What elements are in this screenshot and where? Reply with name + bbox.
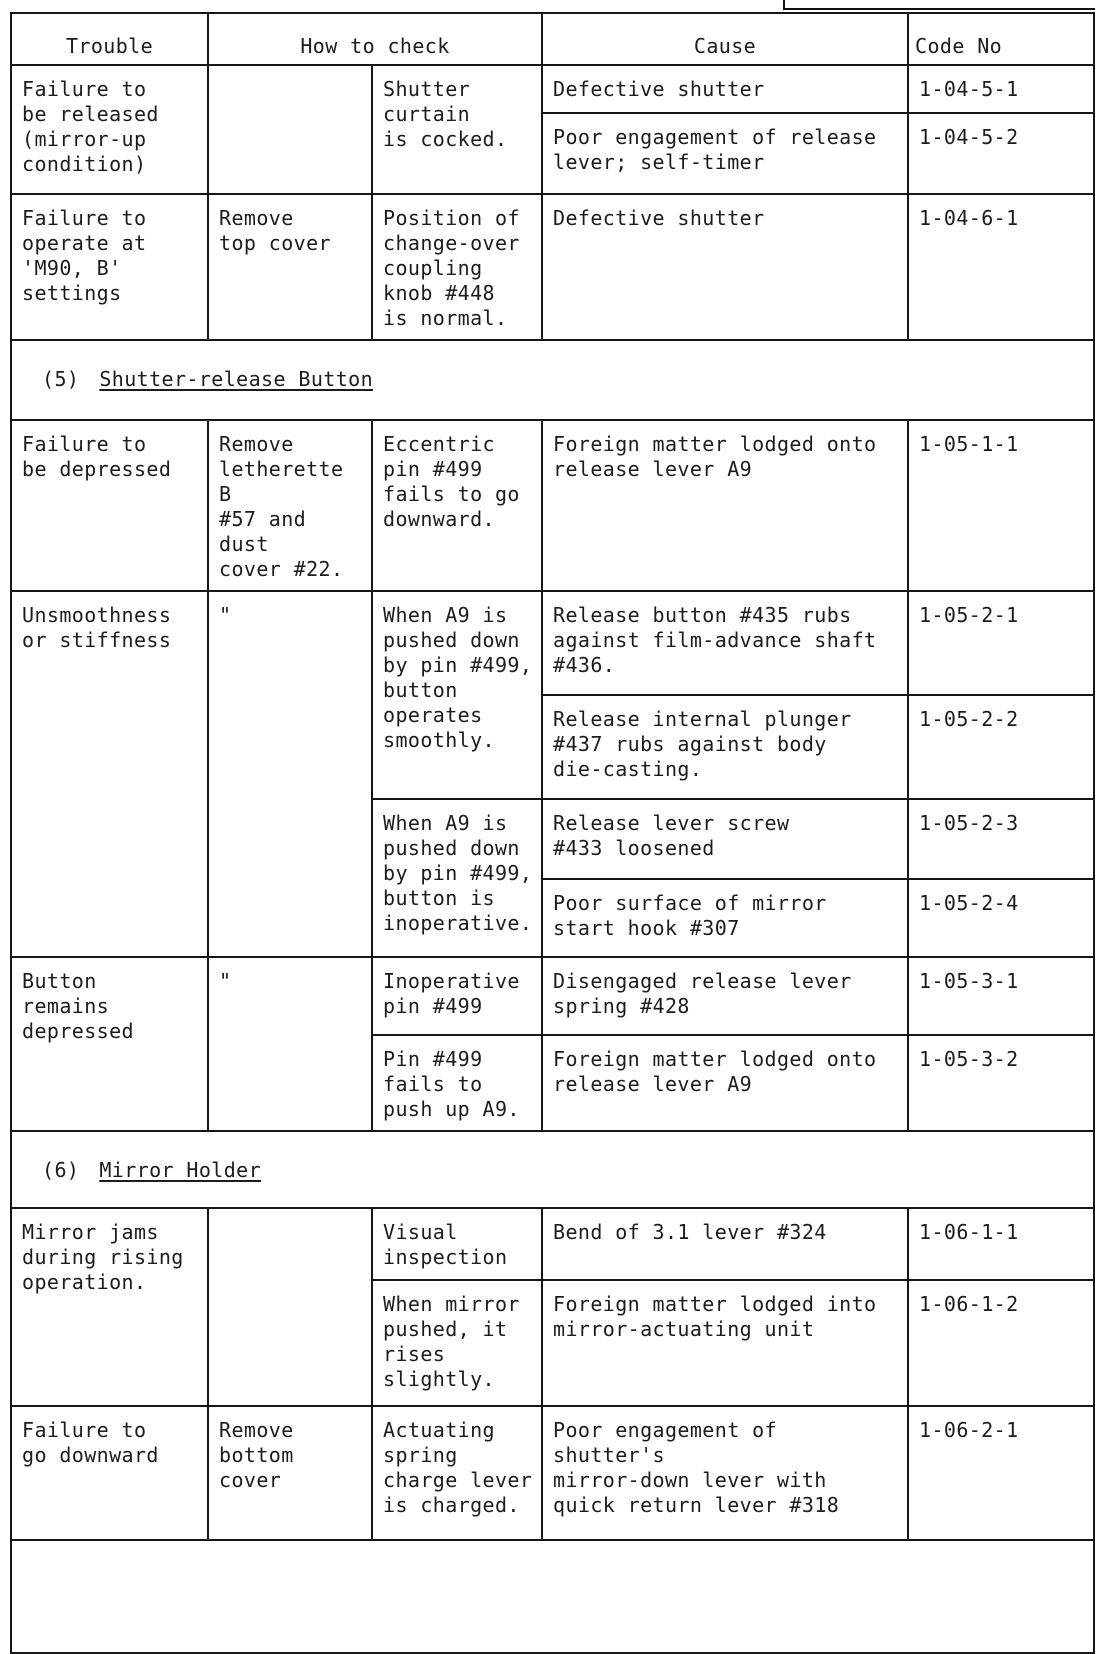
access-cell: Remove letherette B #57 and dust cover #22. bbox=[208, 420, 372, 591]
check-cell: Visual inspection bbox=[372, 1208, 542, 1280]
header-how-to-check: How to check bbox=[208, 13, 542, 65]
header-code: Code No bbox=[908, 13, 1094, 65]
check-cell: When mirror pushed, it rises slightly. bbox=[372, 1280, 542, 1406]
section-heading bbox=[11, 1131, 1094, 1208]
code-cell: 1-04-5-2 bbox=[908, 113, 1094, 194]
section-title: Shutter-release Button bbox=[99, 367, 374, 391]
access-cell: " bbox=[208, 591, 372, 957]
code-cell: 1-05-2-1 bbox=[908, 591, 1094, 695]
code-cell: 1-05-3-1 bbox=[908, 957, 1094, 1035]
access-cell bbox=[208, 65, 372, 194]
table-header-row bbox=[11, 13, 1094, 65]
section-number: (6) bbox=[42, 1158, 80, 1182]
trouble-cell: Failure to be released (mirror-up condition) bbox=[11, 65, 208, 194]
check-cell: Shutter curtain is cocked. bbox=[372, 65, 542, 194]
check-cell: Actuating spring charge lever is charged. bbox=[372, 1406, 542, 1540]
code-cell: 1-06-1-2 bbox=[908, 1280, 1094, 1406]
code-cell: 1-05-2-3 bbox=[908, 799, 1094, 879]
table-row bbox=[11, 591, 1094, 695]
table-row bbox=[11, 194, 1094, 340]
trouble-cell: Failure to go downward bbox=[11, 1406, 208, 1540]
code-cell: 1-05-1-1 bbox=[908, 420, 1094, 591]
code-cell: 1-06-1-1 bbox=[908, 1208, 1094, 1280]
code-cell: 1-05-3-2 bbox=[908, 1035, 1094, 1131]
table-row bbox=[11, 420, 1094, 591]
table-row bbox=[11, 1208, 1094, 1280]
table-row bbox=[11, 957, 1094, 1035]
access-cell bbox=[208, 1208, 372, 1406]
section-number: (5) bbox=[42, 367, 80, 391]
trouble-cell: Mirror jams during rising operation. bbox=[11, 1208, 208, 1406]
blank-cell bbox=[11, 1540, 1094, 1653]
access-cell: " bbox=[208, 957, 372, 1131]
access-cell: Remove bottom cover bbox=[208, 1406, 372, 1540]
trouble-cell: Unsmoothness or stiffness bbox=[11, 591, 208, 957]
cause-cell: Poor engagement of shutter's mirror-down lever with quick return lever #318 bbox=[542, 1406, 908, 1540]
check-cell: Inoperative pin #499 bbox=[372, 957, 542, 1035]
cause-cell: Bend of 3.1 lever #324 bbox=[542, 1208, 908, 1280]
cause-cell: Foreign matter lodged onto release lever A9 bbox=[542, 420, 908, 591]
section-row bbox=[11, 1131, 1094, 1208]
cause-cell: Release lever screw #433 loosened bbox=[542, 799, 908, 879]
code-cell: 1-04-5-1 bbox=[908, 65, 1094, 113]
troubleshooting-table bbox=[10, 12, 1095, 1654]
cause-cell: Foreign matter lodged onto release lever A9 bbox=[542, 1035, 908, 1131]
section-heading bbox=[11, 340, 1094, 420]
page-corner-box bbox=[783, 0, 1095, 10]
header-cause: Cause bbox=[542, 13, 908, 65]
access-cell: Remove top cover bbox=[208, 194, 372, 340]
table-row bbox=[11, 1406, 1094, 1540]
cause-cell: Release internal plunger #437 rubs against body die-casting. bbox=[542, 695, 908, 799]
cause-cell: Defective shutter bbox=[542, 194, 908, 340]
cause-cell: Poor engagement of release lever; self-timer bbox=[542, 113, 908, 194]
cause-cell: Disengaged release lever spring #428 bbox=[542, 957, 908, 1035]
check-cell: Pin #499 fails to push up A9. bbox=[372, 1035, 542, 1131]
code-cell: 1-04-6-1 bbox=[908, 194, 1094, 340]
cause-cell: Poor surface of mirror start hook #307 bbox=[542, 879, 908, 957]
check-cell: When A9 is pushed down by pin #499, button operates smoothly. bbox=[372, 591, 542, 799]
check-cell: Position of change-over coupling knob #448 is normal. bbox=[372, 194, 542, 340]
code-cell: 1-06-2-1 bbox=[908, 1406, 1094, 1540]
check-cell: When A9 is pushed down by pin #499, button is inoperative. bbox=[372, 799, 542, 957]
cause-cell: Foreign matter lodged into mirror-actuating unit bbox=[542, 1280, 908, 1406]
section-row bbox=[11, 340, 1094, 420]
section-title: Mirror Holder bbox=[99, 1158, 262, 1182]
cause-cell: Release button #435 rubs against film-advance shaft #436. bbox=[542, 591, 908, 695]
trouble-cell: Failure to operate at 'M90, B' settings bbox=[11, 194, 208, 340]
table-row bbox=[11, 65, 1094, 113]
cause-cell: Defective shutter bbox=[542, 65, 908, 113]
check-cell: Eccentric pin #499 fails to go downward. bbox=[372, 420, 542, 591]
trouble-cell: Button remains depressed bbox=[11, 957, 208, 1131]
code-cell: 1-05-2-4 bbox=[908, 879, 1094, 957]
blank-row bbox=[11, 1540, 1094, 1653]
trouble-cell: Failure to be depressed bbox=[11, 420, 208, 591]
code-cell: 1-05-2-2 bbox=[908, 695, 1094, 799]
header-trouble: Trouble bbox=[11, 13, 208, 65]
